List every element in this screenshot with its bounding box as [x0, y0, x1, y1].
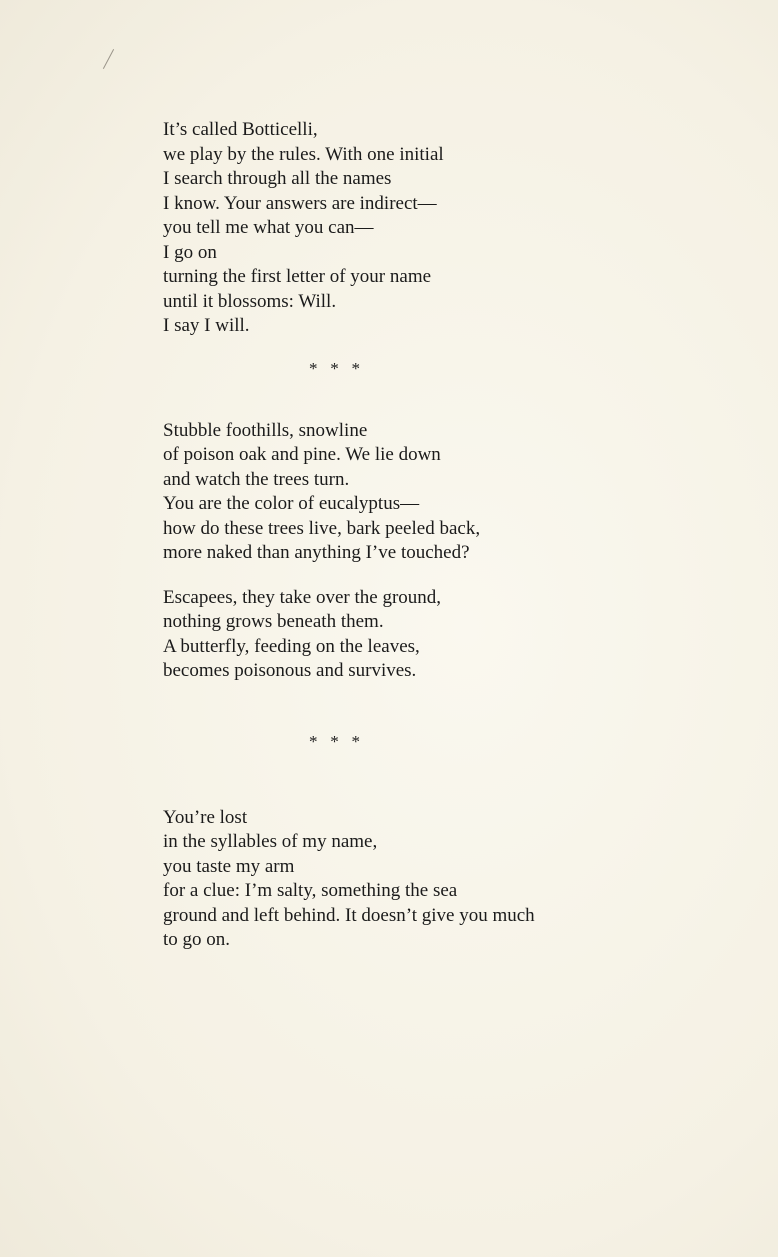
poem-line: in the syllables of my name, [163, 831, 378, 852]
poem-line: I say I will. [163, 315, 250, 336]
poem-line: how do these trees live, bark peeled back, [163, 517, 481, 539]
poem-line: and watch the trees turn. [163, 468, 350, 490]
poem-line: You are the color of eucalyptus— [163, 493, 420, 514]
stanza-2 [163, 419, 683, 566]
poem-line: Escapees, they take over the ground, [163, 586, 442, 608]
poem-line: A butterfly, feeding on the leaves, [163, 635, 420, 657]
poem-line: of poison oak and pine. We lie down [163, 444, 441, 465]
poem-line: becomes poisonous and survives. [163, 660, 417, 681]
stanza-4 [163, 806, 683, 953]
poem-line: you tell me what you can— [163, 217, 374, 238]
poem-line: turning the first letter of your name [163, 266, 432, 287]
poem-line: more naked than anything I’ve touched? [163, 542, 470, 563]
stanza-1 [163, 118, 683, 339]
poem-line: until it blossoms: Will. [163, 290, 337, 312]
poem-line: for a clue: I’m salty, something the sea [163, 880, 458, 901]
poem-line: You’re lost [163, 806, 248, 828]
poem [163, 118, 683, 953]
poem-line: we play by the rules. With one initial [163, 143, 444, 165]
poem-line: to go on. [163, 929, 231, 950]
section-separator: * * * [309, 358, 360, 378]
section-separator: * * * [309, 731, 360, 751]
poem-line: I know. Your answers are indirect— [163, 192, 437, 214]
poem-line: I go on [163, 241, 217, 263]
poem-line: It’s called Botticelli, [163, 119, 318, 140]
poem-line: Stubble foothills, snowline [163, 419, 368, 441]
poem-line: I search through all the names [163, 168, 392, 189]
pencil-mark [103, 49, 114, 69]
poem-line: ground and left behind. It doesn’t give you much [163, 904, 535, 926]
stanza-3 [163, 586, 683, 684]
poem-line: you taste my arm [163, 855, 295, 877]
poem-line: nothing grows beneath them. [163, 611, 384, 632]
